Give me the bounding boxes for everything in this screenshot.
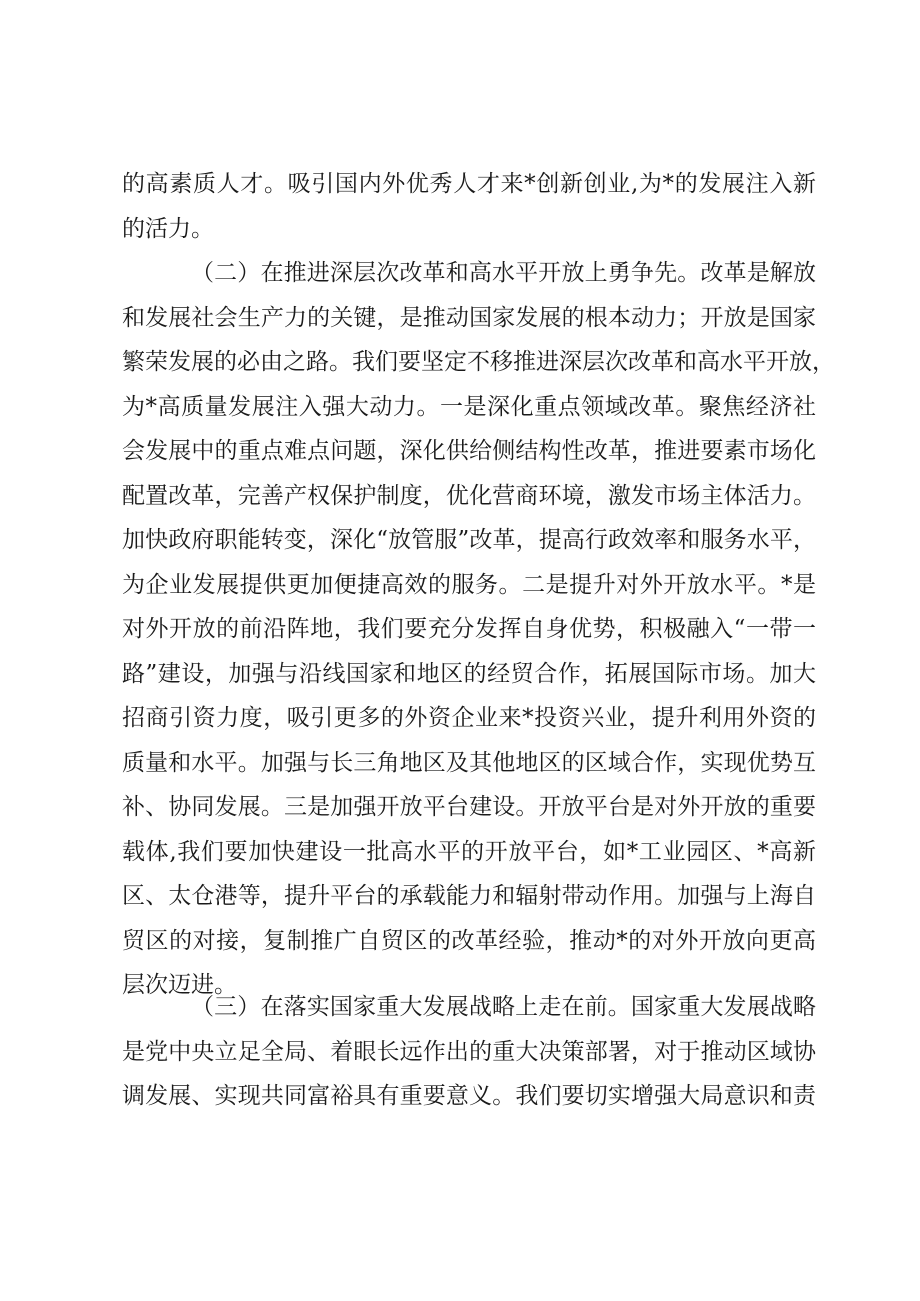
text-line: （三）在落实国家重大发展战略上走在前。国家重大发展战略 bbox=[191, 994, 816, 1020]
paragraph-1 bbox=[122, 162, 816, 251]
text-line: 贸区的对接，复制推广自贸区的改革经验，推动*的对外开放向更高 bbox=[122, 927, 816, 954]
paragraph-3 bbox=[122, 985, 816, 1119]
text-line: 配置改革，完善产权保护制度，优化营商环境，激发市场主体活力。 bbox=[122, 482, 816, 509]
text-line: （二）在推进深层次改革和高水平开放上勇争先。改革是解放 bbox=[191, 260, 816, 286]
text-line: 和发展社会生产力的关键，是推动国家发展的根本动力；开放是国家 bbox=[122, 304, 816, 331]
text-line: 是党中央立足全局、着眼长远作出的重大决策部署，对于推动区域协 bbox=[122, 1038, 816, 1065]
text-line: 招商引资力度，吸引更多的外资企业来*投资兴业，提升利用外资的 bbox=[122, 705, 816, 731]
text-line: 区、太仓港等，提升平台的承载能力和辐射带动作用。加强与上海自 bbox=[122, 883, 816, 909]
text-line: 调发展、实现共同富裕具有重要意义。我们要切实增强大局意识和责 bbox=[122, 1083, 816, 1109]
text-line: 繁荣发展的必由之路。我们要坚定不移推进深层次改革和高水平开放， bbox=[122, 349, 835, 375]
text-line: 质量和水平。加强与长三角地区及其他地区的区域合作，实现优势互 bbox=[122, 749, 816, 776]
text-line: 载体,我们要加快建设一批高水平的开放平台，如*工业园区、*高新 bbox=[122, 838, 816, 865]
text-line: 的活力。 bbox=[122, 215, 214, 242]
text-line: 补、协同发展。三是加强开放平台建设。开放平台是对外开放的重要 bbox=[122, 794, 816, 820]
paragraph-2 bbox=[122, 251, 835, 1008]
text-line: 路”建设，加强与沿线国家和地区的经贸合作，拓展国际市场。加大 bbox=[122, 660, 816, 687]
text-line: 加快政府职能转变，深化“放管服”改革，提高行政效率和服务水平， bbox=[122, 527, 816, 553]
text-line: 为企业发展提供更加便捷高效的服务。二是提升对外开放水平。*是 bbox=[122, 571, 816, 598]
text-line: 的高素质人才。吸引国内外优秀人才来*创新创业,为*的发展注入新 bbox=[122, 171, 816, 197]
text-line: 层次迈进。 bbox=[122, 972, 237, 998]
text-line: 对外开放的前沿阵地，我们要充分发挥自身优势，积极融入“一带一 bbox=[122, 616, 816, 642]
text-line: 为*高质量发展注入强大动力。一是深化重点领域改革。聚焦经济社 bbox=[122, 393, 816, 420]
text-line: 会发展中的重点难点问题，深化供给侧结构性改革，推进要素市场化 bbox=[122, 438, 816, 464]
